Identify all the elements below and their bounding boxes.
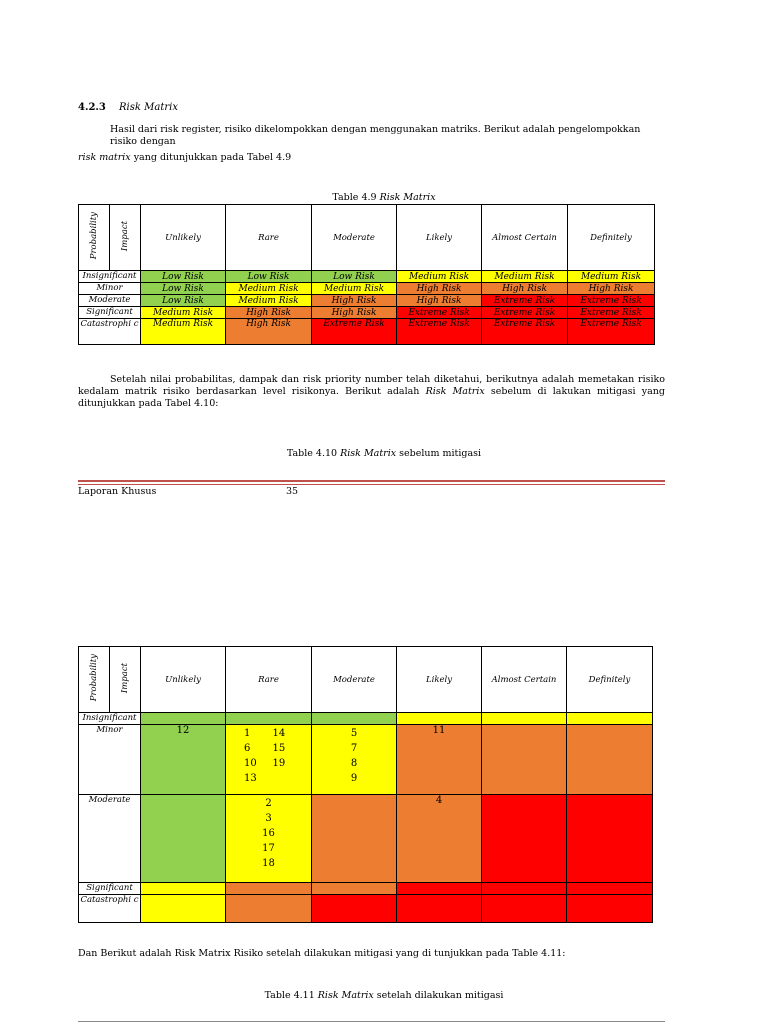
table-row [79, 883, 653, 895]
paragraph-intro-line2 [78, 152, 291, 164]
matrix-cell [397, 883, 482, 895]
row-label: Catastrophi c [79, 895, 141, 923]
section-title: Risk Matrix [119, 102, 178, 113]
paragraph-mapping [78, 374, 665, 410]
matrix-cell [141, 795, 226, 883]
risk-id: 13 [244, 773, 257, 784]
row-label: Significant [79, 883, 141, 895]
impact-header: Impact [110, 205, 141, 271]
matrix-cell [397, 713, 482, 725]
risk-cell: Medium Risk [397, 271, 482, 283]
matrix-cell [567, 713, 653, 725]
matrix-cell [141, 713, 226, 725]
matrix-cell [226, 895, 312, 923]
matrix-cell [141, 725, 226, 795]
risk-matrix-term: Risk Matrix [425, 386, 485, 397]
page-number: 35 [286, 486, 299, 497]
risk-matrix-table-4-9 [78, 204, 655, 345]
column-header: Unlikely [141, 647, 226, 713]
risk-cell: Medium Risk [141, 319, 226, 345]
risk-cell: High Risk [397, 283, 482, 295]
column-header: Rare [226, 647, 312, 713]
risk-cell: Medium Risk [482, 271, 568, 283]
matrix-cell [312, 713, 397, 725]
caption-suffix: setelah dilakukan mitigasi [373, 990, 504, 1001]
paragraph-mapping-text-end: sebelum di lakukan mitigasi yang ditunjukkan pada Tabel 4.10: [78, 386, 666, 409]
risk-id: 19 [272, 758, 286, 769]
section-heading [78, 102, 178, 113]
caption-suffix: sebelum mitigasi [396, 448, 482, 459]
risk-id: 12 [176, 725, 190, 736]
matrix-cell [312, 895, 397, 923]
risk-cell: Extreme Risk [397, 307, 482, 319]
risk-id: 16 [262, 828, 275, 839]
matrix-cell [567, 795, 653, 883]
matrix-cell [397, 895, 482, 923]
risk-id: 5 [350, 728, 358, 739]
column-header: Moderate [312, 205, 397, 271]
table-row [79, 295, 655, 307]
table-row [79, 283, 655, 295]
column-header: Rare [226, 205, 312, 271]
matrix-cell [312, 795, 397, 883]
paragraph-mapping-text: Setelah nilai probabilitas, dampak dan risk priority number telah diketahui, berikutnya adalah memetakan risiko kedalam matrik risiko berdasarkan level risikonya. Berikut adalah [78, 374, 665, 397]
risk-cell: Extreme Risk [568, 307, 655, 319]
impact-header: Impact [110, 647, 141, 713]
matrix-cell [226, 795, 312, 883]
risk-cell: Low Risk [312, 271, 397, 283]
risk-id: 18 [262, 858, 275, 869]
matrix-cell [397, 795, 482, 883]
risk-cell: Extreme Risk [568, 319, 655, 345]
table-4-10-caption [0, 448, 768, 459]
risk-cell: Low Risk [141, 283, 226, 295]
column-header: Definitely [568, 205, 655, 271]
risk-cell: High Risk [226, 319, 312, 345]
risk-id: 8 [350, 758, 358, 769]
risk-cell: Extreme Risk [482, 295, 568, 307]
risk-cell: Extreme Risk [312, 319, 397, 345]
risk-cell: High Risk [568, 283, 655, 295]
row-label: Catastrophi c [79, 319, 141, 345]
section-number: 4.2.3 [78, 102, 106, 113]
table-row [79, 713, 653, 725]
risk-cell: Extreme Risk [482, 307, 568, 319]
matrix-cell [226, 725, 312, 795]
row-label: Moderate [79, 795, 141, 883]
probability-header: Probability [79, 647, 110, 713]
matrix-cell [482, 883, 567, 895]
caption-italic: Risk Matrix [379, 192, 436, 203]
risk-cell: High Risk [312, 295, 397, 307]
footer-rule-thin [78, 484, 665, 485]
risk-cell: High Risk [312, 307, 397, 319]
table-row [79, 795, 653, 883]
matrix-cell [397, 725, 482, 795]
risk-cell: Low Risk [141, 295, 226, 307]
column-header: Moderate [312, 647, 397, 713]
caption-prefix: Table 4.10 [286, 448, 341, 459]
table-row [79, 319, 655, 345]
matrix-cell [141, 883, 226, 895]
matrix-cell [226, 713, 312, 725]
table-row [79, 307, 655, 319]
table-row [79, 271, 655, 283]
paragraph-intro-rest: yang ditunjukkan pada Tabel 4.9 [130, 152, 292, 163]
table-4-11-caption [0, 990, 768, 1001]
matrix-cell [312, 883, 397, 895]
paragraph-after-mitigation: Dan Berikut adalah Risk Matrix Risiko setelah dilakukan mitigasi yang di tunjukkan pada Table 4.11: [78, 948, 566, 959]
risk-id: 15 [272, 743, 286, 754]
matrix-cell [567, 895, 653, 923]
risk-id [273, 773, 302, 784]
matrix-cell [482, 795, 567, 883]
row-label: Moderate [79, 295, 141, 307]
risk-cell: Extreme Risk [568, 295, 655, 307]
risk-id: 1 [244, 728, 251, 739]
risk-cell: Extreme Risk [397, 319, 482, 345]
matrix-cell [141, 895, 226, 923]
column-header: Almost Certain [482, 205, 568, 271]
row-label: Minor [79, 725, 141, 795]
probability-header: Probability [79, 205, 110, 271]
risk-id: 6 [244, 743, 251, 754]
risk-id: 10 [244, 758, 257, 769]
risk-id: 7 [350, 743, 358, 754]
risk-cell: Medium Risk [226, 295, 312, 307]
risk-cell: High Risk [226, 307, 312, 319]
matrix-cell [482, 713, 567, 725]
risk-id: 9 [350, 773, 358, 784]
caption-prefix: Table 4.9 [332, 192, 380, 203]
matrix-cell [482, 725, 567, 795]
column-header: Likely [397, 205, 482, 271]
bottom-rule [78, 1021, 665, 1022]
footer-rule [78, 480, 665, 482]
table-row [79, 725, 653, 795]
risk-id: 11 [432, 725, 446, 736]
column-header: Definitely [567, 647, 653, 713]
risk-cell: High Risk [482, 283, 568, 295]
caption-prefix: Table 4.11 [264, 990, 318, 1001]
table-row [79, 895, 653, 923]
risk-matrix-table-4-10 [78, 646, 653, 923]
row-label: Significant [79, 307, 141, 319]
caption-italic: Risk Matrix [317, 990, 374, 1001]
risk-id: 4 [435, 795, 443, 806]
risk-cell: Medium Risk [312, 283, 397, 295]
risk-cell: High Risk [397, 295, 482, 307]
column-header: Unlikely [141, 205, 226, 271]
risk-cell: Extreme Risk [482, 319, 568, 345]
caption-italic: Risk Matrix [340, 448, 397, 459]
risk-cell: Medium Risk [141, 307, 226, 319]
table-4-9-caption [0, 192, 768, 203]
risk-cell: Low Risk [226, 271, 312, 283]
row-label: Minor [79, 283, 141, 295]
matrix-cell [567, 725, 653, 795]
risk-cell: Medium Risk [568, 271, 655, 283]
risk-id: 3 [265, 813, 272, 824]
risk-id: 17 [262, 843, 275, 854]
matrix-cell [567, 883, 653, 895]
matrix-cell [226, 883, 312, 895]
column-header: Likely [397, 647, 482, 713]
risk-matrix-term: risk matrix [78, 152, 131, 163]
risk-id: 14 [272, 728, 286, 739]
risk-cell: Medium Risk [226, 283, 312, 295]
risk-cell: Low Risk [141, 271, 226, 283]
paragraph-intro: Hasil dari risk register, risiko dikelompokkan dengan menggunakan matriks. Berikut adalah pengelompokkan risiko dengan [110, 124, 641, 147]
row-label: Insignificant [79, 713, 141, 725]
column-header: Almost Certain [482, 647, 567, 713]
risk-id: 2 [265, 798, 272, 809]
row-label: Insignificant [79, 271, 141, 283]
matrix-cell [312, 725, 397, 795]
footer-title: Laporan Khusus [78, 486, 157, 497]
matrix-cell [482, 895, 567, 923]
